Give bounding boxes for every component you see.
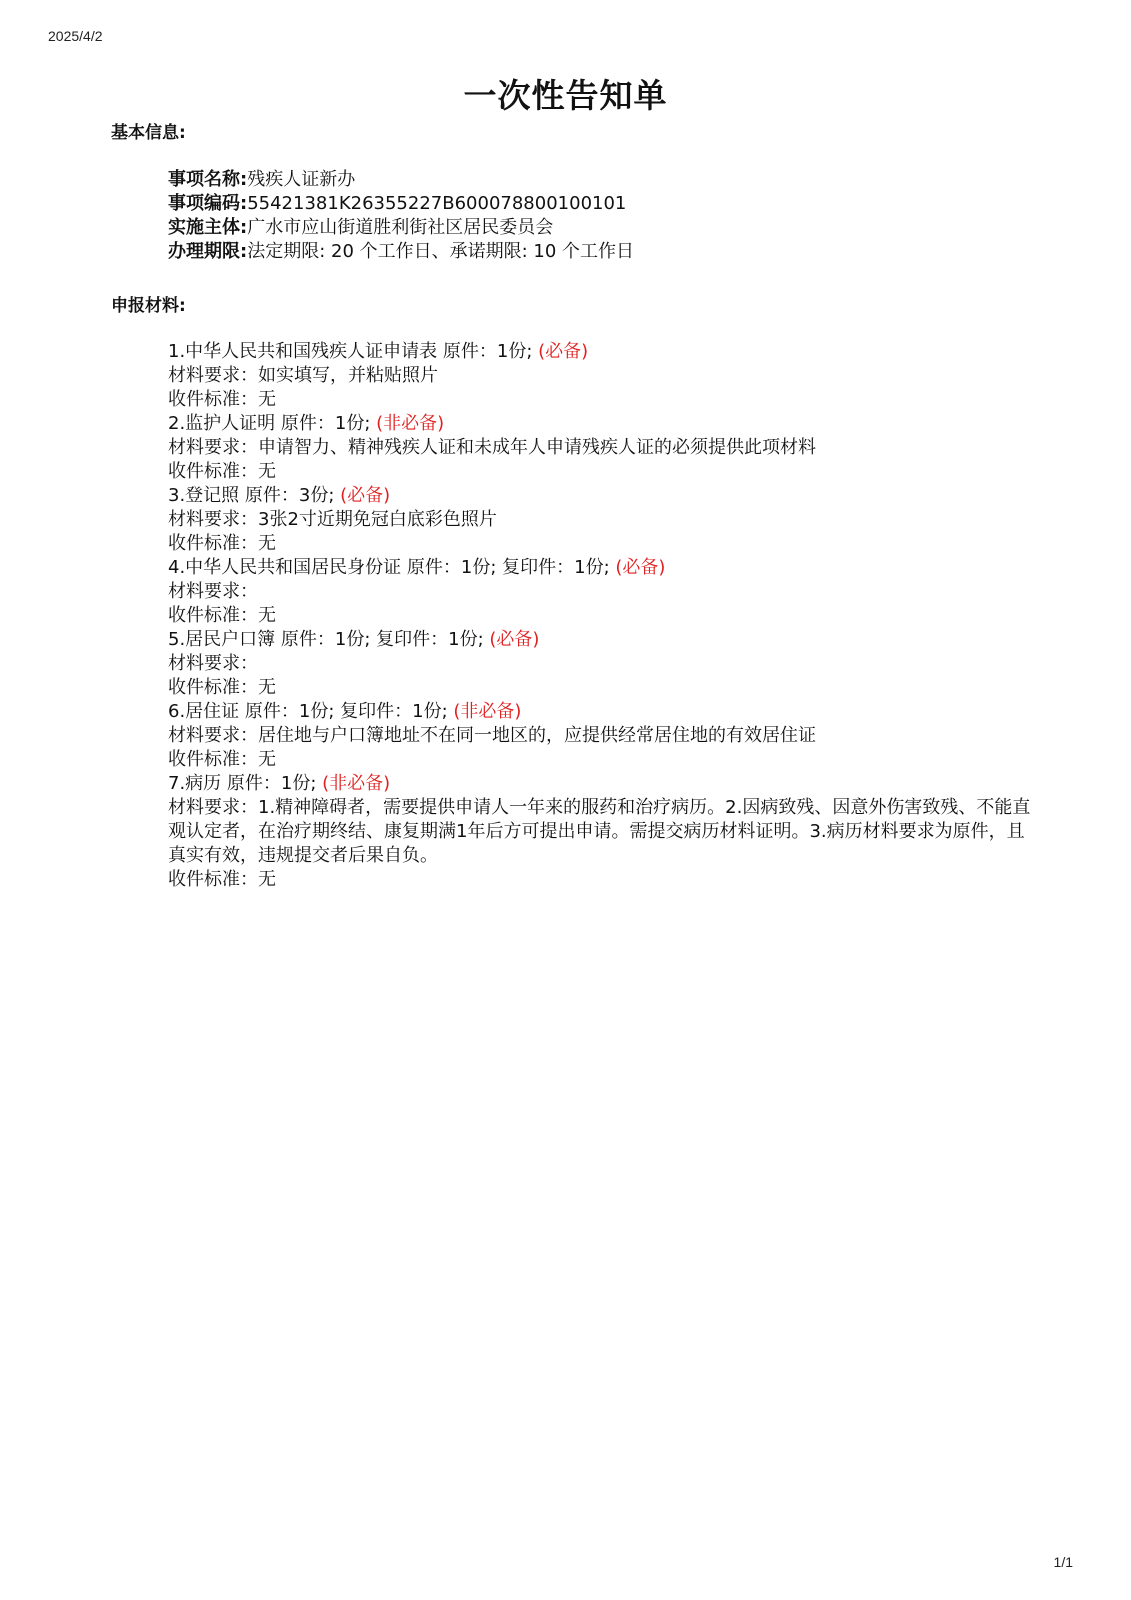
required-tag: (非必备) (322, 773, 391, 794)
required-tag: (非必备) (376, 413, 445, 434)
material-title (168, 556, 1038, 580)
page-number: 1/1 (1053, 1554, 1073, 1570)
item-code-value: 55421381K26355227B600078800100101 (247, 193, 627, 214)
material-standard: 收件标准：无 (168, 533, 276, 554)
material-requirement: 材料要求： (168, 581, 258, 602)
material-requirement: 材料要求：如实填写，并粘贴照片 (168, 365, 438, 386)
material-title-text: 7.病历 原件：1份; (168, 773, 323, 794)
required-tag: (必备) (615, 557, 666, 578)
material-item (168, 556, 1038, 628)
required-tag: (必备) (538, 341, 589, 362)
implementing-body-value: 广水市应山街道胜利街社区居民委员会 (247, 217, 554, 238)
material-requirement: 材料要求：1.精神障碍者，需要提供申请人一年来的服药和治疗病历。2.因病致残、因意外伤害致残、不能直观认定者，在治疗期终结、康复期满1年后方可提出申请。需提交病历材料证明。3.病历材料要求为原件，且真实有效，违规提交者后果自负。 (168, 797, 1031, 866)
processing-period-label: 办理期限: (168, 241, 248, 262)
implementing-body-label: 实施主体: (168, 217, 248, 238)
material-item (168, 700, 1038, 772)
basic-info-row (168, 168, 634, 192)
basic-info-row (168, 240, 634, 264)
material-title-text: 6.居住证 原件：1份; 复印件：1份; (168, 701, 454, 722)
material-item (168, 484, 1038, 556)
print-date: 2025/4/2 (48, 28, 103, 44)
material-item (168, 412, 1038, 484)
basic-info-row (168, 192, 634, 216)
material-title-text: 4.中华人民共和国居民身份证 原件：1份; 复印件：1份; (168, 557, 616, 578)
item-name-label: 事项名称: (168, 169, 248, 190)
material-item (168, 340, 1038, 412)
material-requirement: 材料要求：申请智力、精神残疾人证和未成年人申请残疾人证的必须提供此项材料 (168, 437, 816, 458)
material-title-text: 2.监护人证明 原件：1份; (168, 413, 377, 434)
material-title-text: 3.登记照 原件：3份; (168, 485, 341, 506)
material-requirement: 材料要求：居住地与户口簿地址不在同一地区的，应提供经常居住地的有效居住证 (168, 725, 816, 746)
material-standard: 收件标准：无 (168, 605, 276, 626)
page-title: 一次性告知单 (463, 76, 668, 115)
materials-list (168, 340, 1038, 892)
material-title-text: 5.居民户口簿 原件：1份; 复印件：1份; (168, 629, 490, 650)
material-title (168, 628, 1038, 652)
material-title (168, 484, 1038, 508)
material-title (168, 340, 1038, 364)
material-requirement: 材料要求：3张2寸近期免冠白底彩色照片 (168, 509, 497, 530)
material-standard: 收件标准：无 (168, 461, 276, 482)
required-tag: (必备) (340, 485, 391, 506)
materials-heading: 申报材料: (111, 296, 186, 316)
item-name-value: 残疾人证新办 (247, 169, 356, 190)
required-tag: (非必备) (453, 701, 522, 722)
material-item (168, 772, 1038, 892)
material-requirement: 材料要求： (168, 653, 258, 674)
material-title (168, 772, 1038, 796)
processing-period-value: 法定期限: 20 个工作日、承诺期限: 10 个工作日 (247, 241, 635, 262)
basic-info-heading: 基本信息: (111, 123, 186, 143)
material-standard: 收件标准：无 (168, 677, 276, 698)
material-item (168, 628, 1038, 700)
material-standard: 收件标准：无 (168, 749, 276, 770)
material-title (168, 412, 1038, 436)
material-standard: 收件标准：无 (168, 389, 276, 410)
item-code-label: 事项编码: (168, 193, 248, 214)
material-standard: 收件标准：无 (168, 869, 276, 890)
basic-info-row (168, 216, 634, 240)
material-title-text: 1.中华人民共和国残疾人证申请表 原件：1份; (168, 341, 539, 362)
basic-info-list (168, 168, 634, 264)
material-title (168, 700, 1038, 724)
required-tag: (必备) (489, 629, 540, 650)
